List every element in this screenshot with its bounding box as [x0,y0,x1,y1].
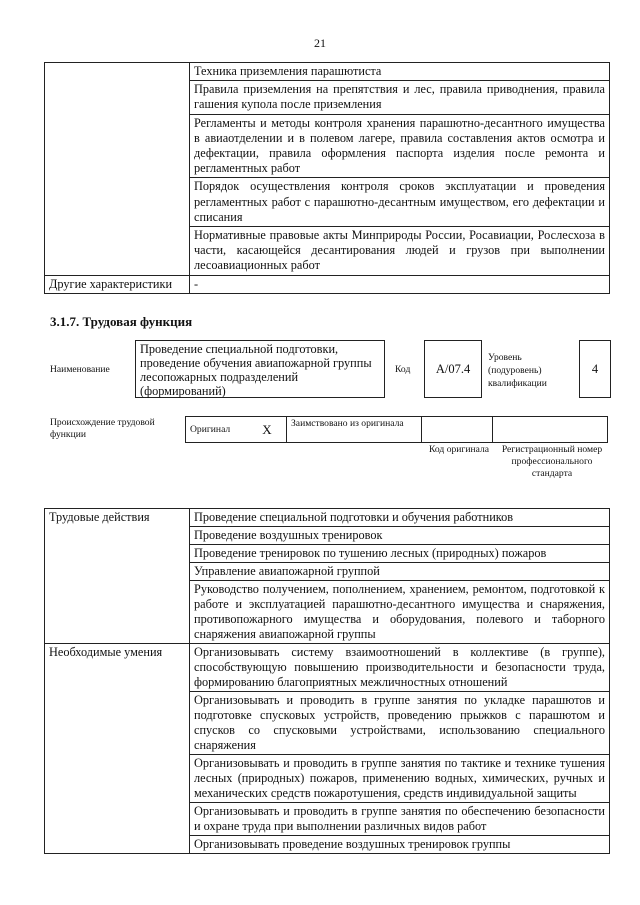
actions-label: Трудовые действия [45,509,190,644]
original-label: Оригинал [186,417,249,443]
action-item: Проведение специальной подготовки и обучения работников [190,509,610,527]
action-item: Проведение воздушных тренировок [190,527,610,545]
name-label: Наименование [50,364,110,375]
level-value: 4 [579,340,611,398]
knowledge-item: Порядок осуществления контроля сроков эксплуатации и проведения регламентных работ с парашютно-десантным имуществом, его дефектации и списания [190,178,610,227]
skill-item: Организовывать и проводить в группе занятия по укладке парашютов и подготовке спусковых устройств, проведению прыжков с парашютом и спусков со спусковыми устройствами, использованию специального снаряжения [190,692,610,755]
action-item: Проведение тренировок по тушению лесных (природных) пожаров [190,545,610,563]
knowledge-item: Техника приземления парашютиста [190,63,610,81]
knowledge-item: Правила приземления на препятствия и лес, правила приводнения, правила гашения купола после приземления [190,81,610,114]
code-label: Код [395,364,411,375]
skills-label: Необходимые умения [45,644,190,854]
action-item: Руководство получением, пополнением, хранением, ремонтом, подготовкой к работе и эксплуатацией парашютно-десантного имущества и снаряжения, противопожарного имущества и оборудования, полевого и таборного снаряжения авиапожарной группы [190,581,610,644]
skill-item: Организовывать и проводить в группе занятия по обеспечению безопасности и охране труда при выполнении различных видов работ [190,803,610,836]
function-name: Проведение специальной подготовки, проведение обучения авиапожарной группы лесопожарных подразделений (формирований) [135,340,385,398]
skill-item: Организовывать систему взаимоотношений в коллективе (в группе), способствующую повышению производительности и безопасности труда, формированию благоприятных межличностных отношений [190,644,610,692]
original-mark: Х [248,417,287,443]
other-characteristics-label: Другие характеристики [45,275,190,293]
reg-number-cell [493,417,608,443]
section-title: 3.1.7. Трудовая функция [50,314,193,329]
code-caption: Код оригинала [428,444,490,455]
skill-item: Организовывать проведение воздушных тренировок группы [190,836,610,854]
other-characteristics-value: - [190,275,610,293]
borrowed-label: Заимствовано из оригинала [287,417,422,443]
level-label: Уровень (подуровень) квалификации [488,352,547,389]
knowledge-label-cell [45,63,190,276]
knowledge-item: Регламенты и методы контроля хранения парашютно-десантного имущества в авиаотделении и в полевом лагере, правила составления актов осмотра и дефектации, правила оформления паспорта изделия после ремонта и регламентных работ [190,114,610,178]
action-item: Управление авиапожарной группой [190,563,610,581]
actions-skills-table [44,508,610,854]
knowledge-item: Нормативные правовые акты Минприроды России, Росавиации, Рослесхоза в части, касающейся десантирования людей и грузов при выполнении лесоавиационных работ [190,227,610,276]
page-number: 21 [314,36,326,50]
original-code-cell [422,417,493,443]
origin-table [185,416,608,443]
function-code: А/07.4 [424,340,482,398]
skill-item: Организовывать и проводить в группе занятия по тактике и технике тушения лесных (природных) пожаров, применению водных, химических, ручных и механических средств пожаротушения, средств индивидуальной защиты [190,755,610,803]
reg-caption: Регистрационный номер профессионального стандарта [501,444,603,479]
origin-label: Происхождение трудовой функции [50,417,155,440]
knowledge-table [44,62,610,294]
